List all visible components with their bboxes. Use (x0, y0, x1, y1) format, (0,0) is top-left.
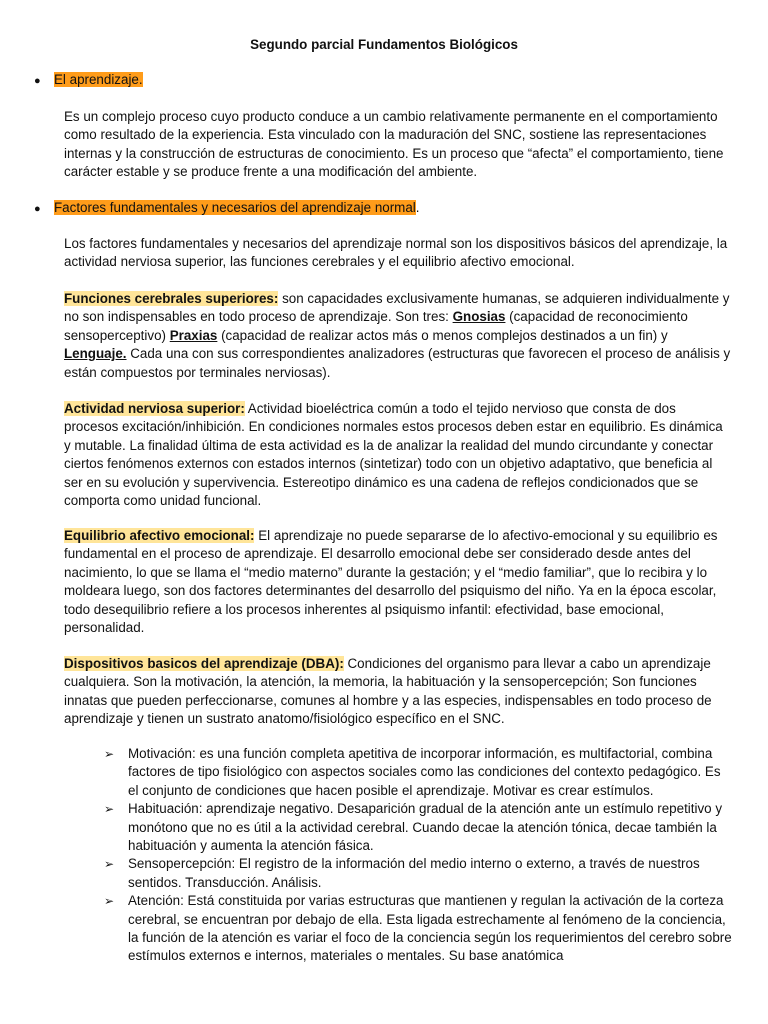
term-equilibrio-afectivo: Equilibrio afectivo emocional: (64, 528, 255, 543)
term-actividad-nerviosa: Actividad nerviosa superior: (64, 401, 245, 416)
paragraph-text: (capacidad de realizar actos más o menos complejos destinados a un fin) y (217, 327, 668, 343)
paragraph-dba (64, 655, 732, 729)
paragraph-aprendizaje: Es un complejo proceso cuyo producto conduce a un cambio relativamente permanente en el comportamiento como resultado de la experiencia. Esta vinculado con la maduración del SNC, sostiene las representaciones internas y la construcción de estructuras de conocimiento. Es un proceso que “afecta” el comportamiento, tiene carácter estable y se produce frente a una modificación del ambiente. (64, 109, 724, 180)
section-heading-text: Factores fundamentales y necesarios del aprendizaje normal (54, 200, 416, 215)
list-item-habituacion (104, 800, 732, 855)
list-item-text: Sensopercepción: El registro de la información del medio interno o externo, a través de nuestros sentidos. Transducción. Análisis. (128, 856, 700, 890)
section-heading-text: El aprendizaje. (54, 72, 143, 87)
paragraph-text: (capacidad de reconocimiento sensoperceptivo) (64, 309, 688, 343)
term-gnosias: Gnosias (452, 309, 506, 325)
list-item-text: Motivación: es una función completa apetitiva de incorporar información, es multifactorial, combina factores de tipo fisiológico con aspectos sociales como las condiciones del contexto pedagógico. Es el conjunto de condiciones que hacen posible el aprendizaje. Motivar es crear estímulos. (128, 746, 721, 798)
paragraph-text: Actividad bioeléctrica común a todo el tejido nervioso que consta de dos procesos excitación/inhibición. En condiciones normales estos procesos deben estar en equilibrio. Es dinámica y mutable. La finalidad última de esta actividad es la de analizar la realidad del mundo circundante y conectar ciertos fenómenos externos con estados internos (sintetizar) todo con un objetivo adaptativo, que beneficia al ser en su evolución y supervivencia. Estereotipo dinámico es una cadena de reflejos condicionados que se comporta como unidad funcional. (64, 401, 723, 509)
paragraph-text: Condiciones del organismo para llevar a cabo un aprendizaje cualquiera. Son la motivación, la atención, la memoria, la habituación y la sensopercepción; Son funciones innatas que pueden perfeccionarse, comunes al hombre y a las especies, indispensables en todo proceso de aprendizaje y tienen un sustrato anatomo/fisiológico específico en el SNC. (64, 656, 712, 727)
paragraph-text: son capacidades exclusivamente humanas, se adquieren individualmente y no son indispensables en todo proceso de aprendizaje. Son tres: (64, 291, 730, 325)
bullet-icon: ● (34, 203, 41, 215)
list-item-motivacion (104, 745, 732, 800)
paragraph-text: Cada una con sus correspondientes analizadores (estructuras que favorecen el proceso de análisis y están compuestos por terminales nerviosas). (64, 346, 731, 380)
term-lenguaje: Lenguaje. (64, 346, 127, 362)
term-praxias: Praxias (169, 327, 218, 343)
term-funciones-cerebrales: Funciones cerebrales superiores: (64, 291, 279, 306)
section-heading-aprendizaje (34, 71, 730, 90)
bullet-icon: ● (34, 75, 41, 87)
paragraph-actividad-nerviosa (64, 400, 732, 510)
list-item-text: Habituación: aprendizaje negativo. Desaparición gradual de la atención ante un estímulo repetitivo y monótono que no es útil a la actividad cerebral. Cuando decae la atención tónica, decae también la habituación y aumenta la atención fásica. (128, 801, 723, 854)
term-dba: Dispositivos basicos del aprendizaje (DBA): (64, 656, 344, 671)
paragraph-equilibrio-afectivo (64, 527, 732, 637)
document-title: Segundo parcial Fundamentos Biológicos (250, 37, 518, 52)
list-item-sensopercepcion (104, 855, 732, 892)
paragraph-text: El aprendizaje no puede separarse de lo afectivo-emocional y su equilibrio es fundamental en el proceso de aprendizaje. El desarrollo emocional debe ser considerado desde antes del nacimiento, lo que se llama el “medio materno” durante la gestación; y el “medio familiar”, que lo recibira y lo moldeara luego, son dos factores determinantes del desarrollo del psiquismo del niño. Ya en la época escolar, todo desequilibrio refiere a los procesos inherentes al psiquismo infantil: efectividad, base emocional, personalidad. (64, 528, 718, 636)
section-heading-tail: . (415, 200, 420, 215)
dba-list (104, 745, 732, 966)
arrow-bullet-icon: ➢ (104, 857, 115, 872)
arrow-bullet-icon: ➢ (104, 894, 115, 909)
list-item-text: Atención: Está constituida por varias estructuras que mantienen y regulan la activación de la corteza cerebral, se encuentran por debajo de ella. Esta ligada estrechamente al fenómeno de la conciencia, la función de la atención es variar el foco de la conciencia según los requerimientos del cerebro sobre estímulos externos e internos, materiales o mentales. Su base anatómica (128, 893, 732, 964)
paragraph-funciones-cerebrales (64, 290, 732, 382)
section-heading-factores (34, 199, 730, 218)
arrow-bullet-icon: ➢ (104, 802, 115, 817)
arrow-bullet-icon: ➢ (104, 747, 115, 761)
list-item-atencion (104, 892, 732, 966)
paragraph-factores-intro: Los factores fundamentales y necesarios del aprendizaje normal son los dispositivos básicos del aprendizaje, la actividad nerviosa superior, las funciones cerebrales y el equilibrio afectivo emocional. (64, 236, 728, 270)
